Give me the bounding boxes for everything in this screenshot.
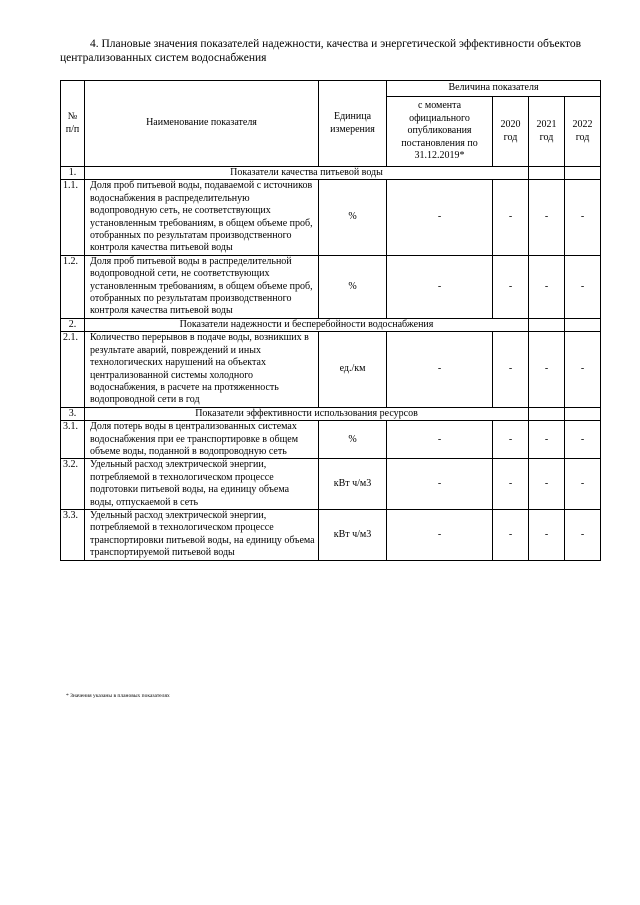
section-row [61, 318, 601, 331]
indicator-row [61, 509, 601, 560]
value-2021: - [529, 180, 565, 255]
value-2022: - [565, 509, 601, 560]
value-2022: - [565, 459, 601, 510]
row-number: 3.3. [61, 509, 85, 560]
value-since: - [387, 332, 493, 407]
row-number: 1.1. [61, 180, 85, 255]
value-2021: - [529, 459, 565, 510]
empty-cell [565, 167, 601, 180]
indicator-name: Удельный расход электрической энергии, потребляемой в технологическом процессе подготовки питьевой воды, на единицу объема воды, отпускаемой в сеть [85, 459, 319, 510]
indicator-name: Доля проб питьевой воды, подаваемой с источников водоснабжения в распределительную водопроводную сеть, не соответствующих установленным требованиям, в общем объеме проб, отобранных по результатам производственного контроля качества питьевой воды [85, 180, 319, 255]
value-2020: - [493, 459, 529, 510]
footnote: * Значения указаны в плановых показателях [66, 693, 170, 699]
indicator-row [61, 459, 601, 510]
header-num: № п/п [61, 81, 85, 167]
value-since: - [387, 421, 493, 459]
section-number: 1. [61, 167, 85, 180]
indicator-row [61, 421, 601, 459]
heading-text: 4. Плановые значения показателей надежности, качества и энергетической эффективности объектов централизованных систем водоснабжения [60, 38, 582, 64]
unit-cell: % [319, 421, 387, 459]
indicator-name: Доля проб питьевой воды в распределительной водопроводной сети, не соответствующих установленным требованиям, в общем объеме проб, отобранных по результатам производственного контроля качества питьевой воды [85, 255, 319, 318]
value-2022: - [565, 255, 601, 318]
value-2020: - [493, 421, 529, 459]
value-2022: - [565, 332, 601, 407]
row-number: 2.1. [61, 332, 85, 407]
value-2020: - [493, 180, 529, 255]
value-2021: - [529, 421, 565, 459]
value-since: - [387, 255, 493, 318]
value-2020: - [493, 255, 529, 318]
unit-cell: % [319, 255, 387, 318]
value-since: - [387, 180, 493, 255]
indicator-row [61, 332, 601, 407]
row-number: 3.2. [61, 459, 85, 510]
value-2020: - [493, 332, 529, 407]
section-number: 2. [61, 318, 85, 331]
unit-cell: кВт ч/м3 [319, 509, 387, 560]
empty-cell [529, 407, 565, 420]
section-title: Показатели надежности и бесперебойности водоснабжения [85, 318, 529, 331]
section-number: 3. [61, 407, 85, 420]
indicator-name: Количество перерывов в подаче воды, возникших в результате аварий, повреждений и иных технологических нарушений на объектах централизованной системы холодного водоснабжения, в расчете на протяженность водопроводной сети в год [85, 332, 319, 407]
section-row [61, 407, 601, 420]
value-2021: - [529, 255, 565, 318]
unit-cell: % [319, 180, 387, 255]
value-2021: - [529, 332, 565, 407]
header-group: Величина показателя [387, 81, 601, 97]
section-title: Показатели эффективности использования ресурсов [85, 407, 529, 420]
section-heading [60, 37, 606, 65]
header-2021: 2021 год [529, 97, 565, 167]
empty-cell [529, 318, 565, 331]
value-2020: - [493, 509, 529, 560]
empty-cell [565, 318, 601, 331]
indicators-table [60, 80, 601, 561]
section-row [61, 167, 601, 180]
value-2022: - [565, 180, 601, 255]
header-2022: 2022 год [565, 97, 601, 167]
value-2021: - [529, 509, 565, 560]
value-2022: - [565, 421, 601, 459]
header-name: Наименование показателя [85, 81, 319, 167]
value-since: - [387, 459, 493, 510]
header-since: с момента официального опубликования постановления по 31.12.2019* [387, 97, 493, 167]
indicator-name: Доля потерь воды в централизованных системах водоснабжения при ее транспортировке в общем объеме воды, поданной в водопроводную сеть [85, 421, 319, 459]
table-body [61, 81, 601, 561]
header-row [61, 81, 601, 97]
section-title: Показатели качества питьевой воды [85, 167, 529, 180]
indicator-row [61, 255, 601, 318]
row-number: 1.2. [61, 255, 85, 318]
empty-cell [565, 407, 601, 420]
header-2020: 2020 год [493, 97, 529, 167]
unit-cell: кВт ч/м3 [319, 459, 387, 510]
row-number: 3.1. [61, 421, 85, 459]
header-unit: Единица измерения [319, 81, 387, 167]
empty-cell [529, 167, 565, 180]
unit-cell: ед./км [319, 332, 387, 407]
indicator-name: Удельный расход электрической энергии, потребляемой в технологическом процессе транспортировки питьевой воды, на единицу объема транспортируемой питьевой воды [85, 509, 319, 560]
value-since: - [387, 509, 493, 560]
indicator-row [61, 180, 601, 255]
